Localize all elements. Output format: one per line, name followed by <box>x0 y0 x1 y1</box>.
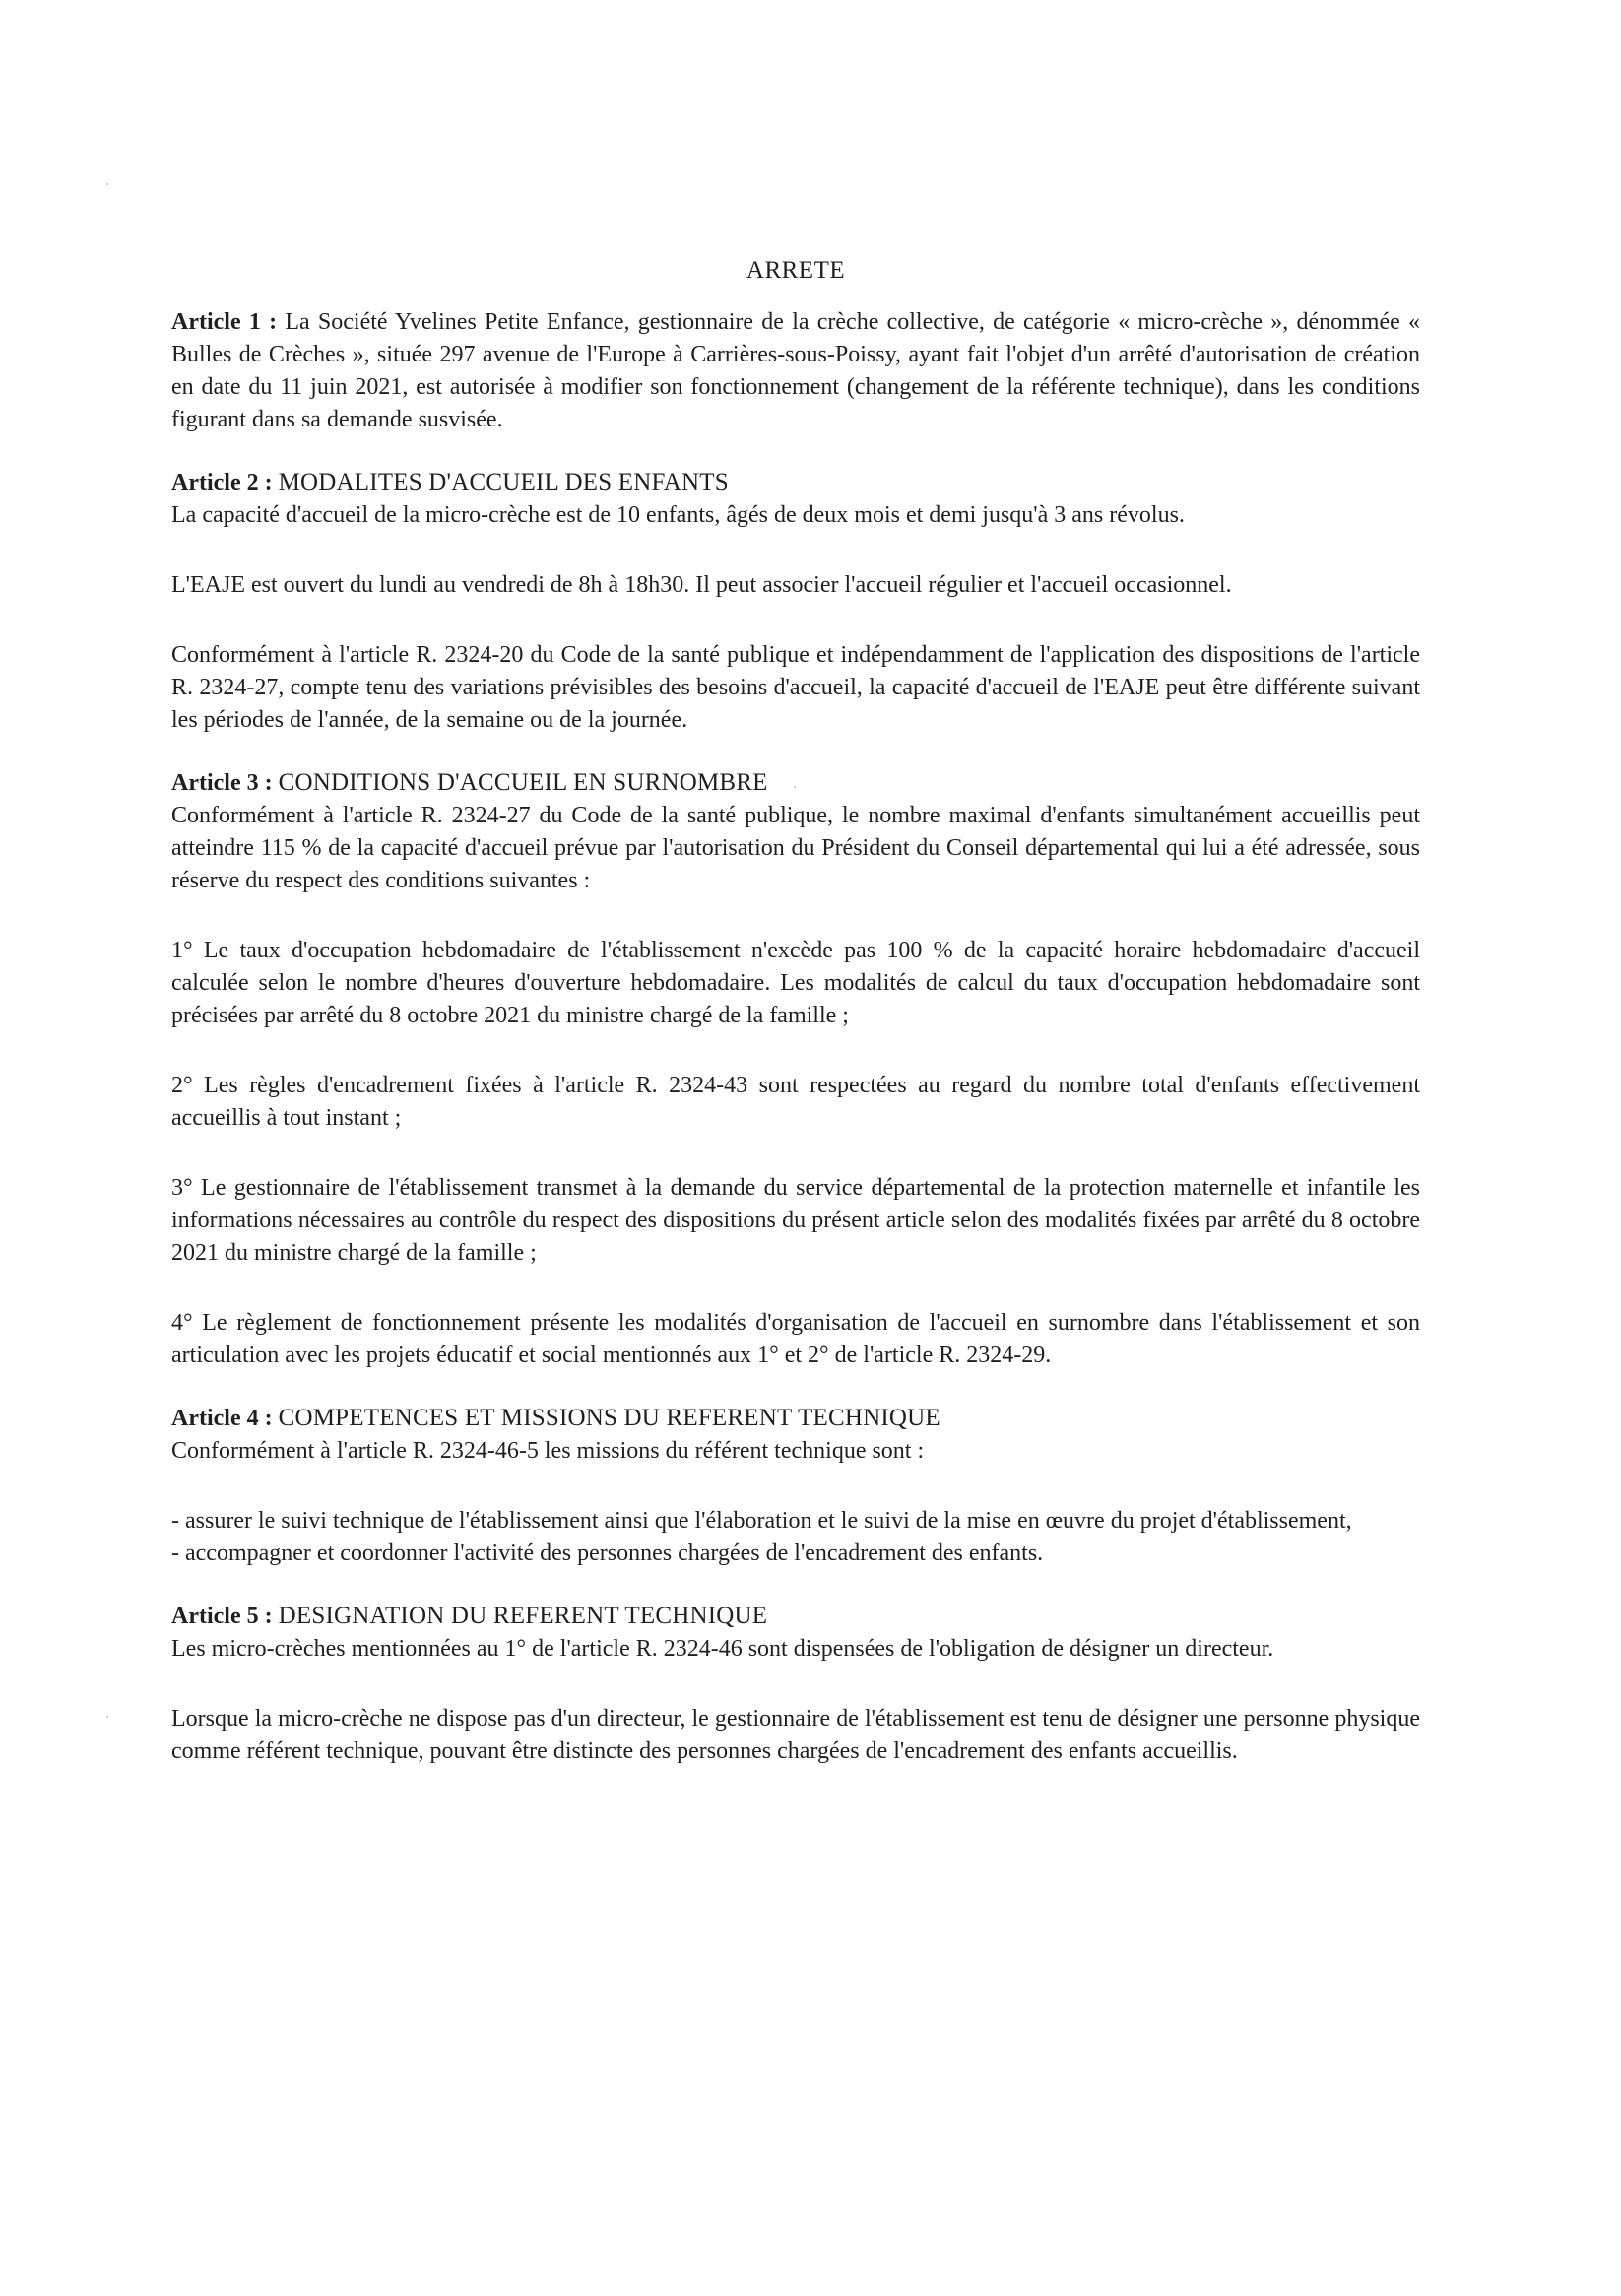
article-1-label: Article 1 : <box>171 309 278 335</box>
article-4-heading <box>171 1402 1420 1435</box>
article-3-title: CONDITIONS D'ACCUEIL EN SURNOMBRE <box>278 769 768 796</box>
document-body <box>171 254 1420 1768</box>
article-5-title: DESIGNATION DU REFERENT TECHNIQUE <box>278 1603 768 1629</box>
article-5-paragraph: Lorsque la micro-crèche ne dispose pas d'un directeur, le gestionnaire de l'établissement est tenu de désigner une personne physique comme référent technique, pouvant être distincte des personnes chargées de l'encadrement des enfants accueillis. <box>171 1706 1420 1764</box>
list-item: - accompagner et coordonner l'activité des personnes chargées de l'encadrement des enfants. <box>171 1541 1044 1566</box>
article-3-paragraph: Conformément à l'article R. 2324-27 du Code de la santé publique, le nombre maximal d'enfants simultanément accueillis peut atteindre 115 % de la capacité d'accueil prévue par l'autorisation du Président du Conseil départemental qui lui a été adressée, sous réserve du respect des conditions suivantes : <box>171 803 1420 893</box>
article-3-condition-3: 3° Le gestionnaire de l'établissement transmet à la demande du service départemental de la protection maternelle et infantile les informations nécessaires au contrôle du respect des dispositions du présent article selon des modalités fixées par arrêté du 8 octobre 2021 du ministre chargé de la famille ; <box>171 1175 1420 1266</box>
article-2-paragraph: Conformément à l'article R. 2324-20 du Code de la santé publique et indépendamment de l'application des dispositions de l'article R. 2324-27, compte tenu des variations prévisibles des besoins d'accueil, la capacité d'accueil de l'EAJE peut être différente suivant les périodes de l'année, de la semaine ou de la journée. <box>171 642 1420 733</box>
article-3-condition-4: 4° Le règlement de fonctionnement présente les modalités d'organisation de l'accueil en surnombre dans l'établissement et son articulation avec les projets éducatif et social mentionnés aux 1° et 2° de l'article R. 2324-29. <box>171 1310 1420 1368</box>
article-4-label: Article 4 : <box>171 1406 273 1431</box>
article-5-heading <box>171 1600 1420 1633</box>
article-3-condition-2: 2° Les règles d'encadrement fixées à l'article R. 2324-43 sont respectées au regard du nombre total d'enfants effectivement accueillis à tout instant ; <box>171 1073 1420 1131</box>
list-item: - assurer le suivi technique de l'établissement ainsi que l'élaboration et le suivi de la mise en œuvre du projet d'établissement, <box>171 1508 1352 1534</box>
article-4-intro: Conformément à l'article R. 2324-46-5 les missions du référent technique sont : <box>171 1438 925 1464</box>
article-4-missions-list <box>171 1505 1420 1570</box>
article-2-paragraph: L'EAJE est ouvert du lundi au vendredi de 8h à 18h30. Il peut associer l'accueil régulier et l'accueil occasionnel. <box>171 572 1232 598</box>
article-2-paragraph: La capacité d'accueil de la micro-crèche est de 10 enfants, âgés de deux mois et demi jusqu'à 3 ans révolus. <box>171 502 1185 528</box>
article-1-text: La Société Yvelines Petite Enfance, gestionnaire de la crèche collective, de catégorie « micro-crèche », dénommée « Bulles de Crèches », située 297 avenue de l'Europe à Carrières-sous-Poissy, ayant fait l'objet d'un arrêté d'autorisation de création en date du 11 juin 2021, est autorisée à modifier son fonctionnement (changement de la référente technique), dans les conditions figurant dans sa demande susvisée. <box>171 309 1421 432</box>
article-3-label: Article 3 : <box>171 770 273 796</box>
article-3-heading <box>171 766 1420 800</box>
article-5-label: Article 5 : <box>171 1604 273 1629</box>
article-2-title: MODALITES D'ACCUEIL DES ENFANTS <box>278 469 729 495</box>
article-4-title: COMPETENCES ET MISSIONS DU REFERENT TECHNIQUE <box>278 1405 940 1431</box>
scan-speck <box>106 1716 108 1718</box>
document-title: ARRETE <box>746 257 846 284</box>
scan-speck <box>106 183 108 185</box>
article-2-label: Article 2 : <box>171 470 273 495</box>
article-2-heading <box>171 466 1420 499</box>
article-1 <box>171 306 1420 436</box>
article-5-paragraph: Les micro-crèches mentionnées au 1° de l'article R. 2324-46 sont dispensées de l'obligation de désigner un directeur. <box>171 1636 1274 1662</box>
article-3-condition-1: 1° Le taux d'occupation hebdomadaire de l'établissement n'excède pas 100 % de la capacité horaire hebdomadaire d'accueil calculée selon le nombre d'heures d'ouverture hebdomadaire. Les modalités de calcul du taux d'occupation hebdomadaire sont précisées par arrêté du 8 octobre 2021 du ministre chargé de la famille ; <box>171 938 1420 1028</box>
